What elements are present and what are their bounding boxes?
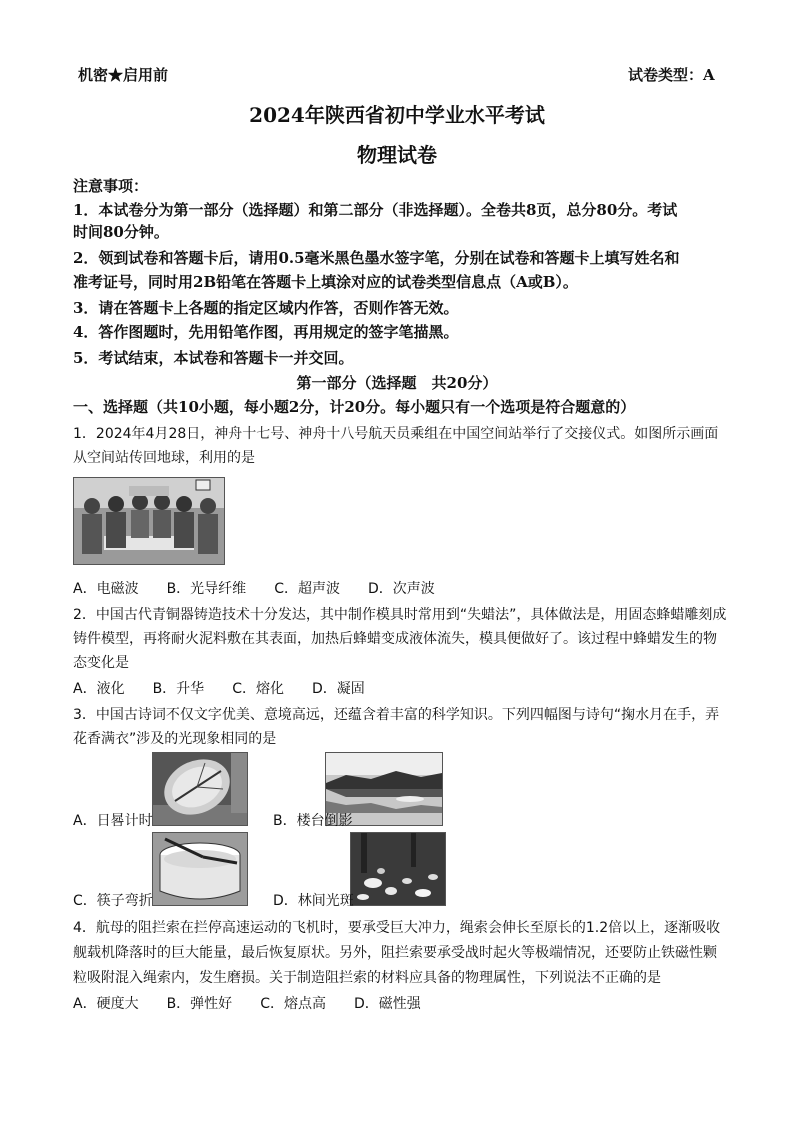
question-4-line: 粒吸附混入绳索内，发生磨损。关于制造阻拦索的材料应具备的物理属性，下列说法不正确的是 <box>73 970 661 986</box>
option-b[interactable]: B．升华 <box>152 681 205 697</box>
option-a[interactable]: A．日晷计时 <box>73 813 153 829</box>
note-line: 4．答作图题时，先用铅笔作图，再用规定的签字笔描黑。 <box>73 323 459 341</box>
note-line: 2．领到试卷和答题卡后，请用0.5毫米黑色墨水签字笔，分别在试卷和答题卡上填写姓名和 <box>73 249 680 267</box>
notes-heading: 注意事项： <box>73 177 149 195</box>
option-c[interactable]: C．熔点高 <box>260 996 326 1012</box>
option-d[interactable]: D．磁性强 <box>353 996 421 1012</box>
paper-type-label: 试卷类型：A <box>628 66 715 84</box>
question-1-options <box>73 578 463 598</box>
chopsticks-photo <box>152 832 248 906</box>
option-b[interactable]: B．光导纤维 <box>166 581 247 597</box>
option-a[interactable]: A．硬度大 <box>73 996 139 1012</box>
option-d[interactable]: D．凝固 <box>311 681 365 697</box>
option-c[interactable]: C．超声波 <box>274 581 340 597</box>
question-1-line: 1．2024年4月28日，神舟十七号、神舟十八号航天员乘组在中国空间站举行了交接仪式。如图所示画面 <box>73 426 719 442</box>
option-c[interactable]: C．筷子弯折 <box>73 893 153 909</box>
question-3-line: 花香满衣”涉及的光现象相同的是 <box>73 731 277 747</box>
option-c[interactable]: C．熔化 <box>232 681 284 697</box>
confidential-label: 机密★启用前 <box>78 66 169 84</box>
note-line: 时间80分钟。 <box>73 223 169 241</box>
question-2-options <box>73 678 393 698</box>
note-line: 1．本试卷分为第一部分（选择题）和第二部分（非选择题）。全卷共8页，总分80分。考试 <box>73 201 678 219</box>
question-2-line: 铸件模型，再将耐火泥料敷在其表面，加热后蜂蜡变成液体流失，模具便做好了。该过程中蜂蜡发生的物 <box>73 631 717 647</box>
question-2-line: 2．中国古代青铜器铸造技术十分发达，其中制作模具时常用到“失蜡法”，具体做法是，用固态蜂蜡雕刻成 <box>73 607 727 623</box>
note-line: 5．考试结束，本试卷和答题卡一并交回。 <box>73 349 354 367</box>
question-4-line: 4．航母的阻拦索在拦停高速运动的飞机时，要承受巨大冲力，绳索会伸长至原长的1.2倍以上，逐渐吸收 <box>73 920 721 936</box>
option-b[interactable]: B．楼台倒影 <box>273 813 353 829</box>
question-1-line: 从空间站传回地球，利用的是 <box>73 450 255 466</box>
forest-light-photo <box>350 832 446 906</box>
option-b[interactable]: B．弹性好 <box>166 996 233 1012</box>
exam-title: 2024年陕西省初中学业水平考试 <box>249 103 545 127</box>
exam-subtitle: 物理试卷 <box>357 143 437 167</box>
question-2-line: 态变化是 <box>73 655 129 671</box>
space-station-photo <box>73 477 225 565</box>
option-a[interactable]: A．液化 <box>73 681 125 697</box>
question-3-line: 3．中国古诗词不仅文字优美、意境高远，还蕴含着丰富的科学知识。下列四幅图与诗句“掬水月在手，弄 <box>73 707 720 723</box>
note-line: 3．请在答题卡上各题的指定区域内作答，否则作答无效。 <box>73 299 459 317</box>
sundial-photo <box>152 752 248 826</box>
section-heading: 一、选择题（共10小题，每小题2分，计20分。每小题只有一个选项是符合题意的） <box>73 398 636 416</box>
option-d[interactable]: D．次声波 <box>367 581 435 597</box>
question-4-options <box>73 993 449 1013</box>
question-4-line: 舰载机降落时的巨大能量，最后恢复原状。另外，阻拦索要承受战时起火等极端情况，还要防止铁磁性颗 <box>73 945 717 961</box>
option-a[interactable]: A．电磁波 <box>73 581 139 597</box>
option-d[interactable]: D．林间光斑 <box>273 893 354 909</box>
part1-heading: 第一部分（选择题 共20分） <box>296 374 498 392</box>
note-line: 准考证号，同时用2B铅笔在答题卡上填涂对应的试卷类型信息点（A或B）。 <box>73 273 578 291</box>
